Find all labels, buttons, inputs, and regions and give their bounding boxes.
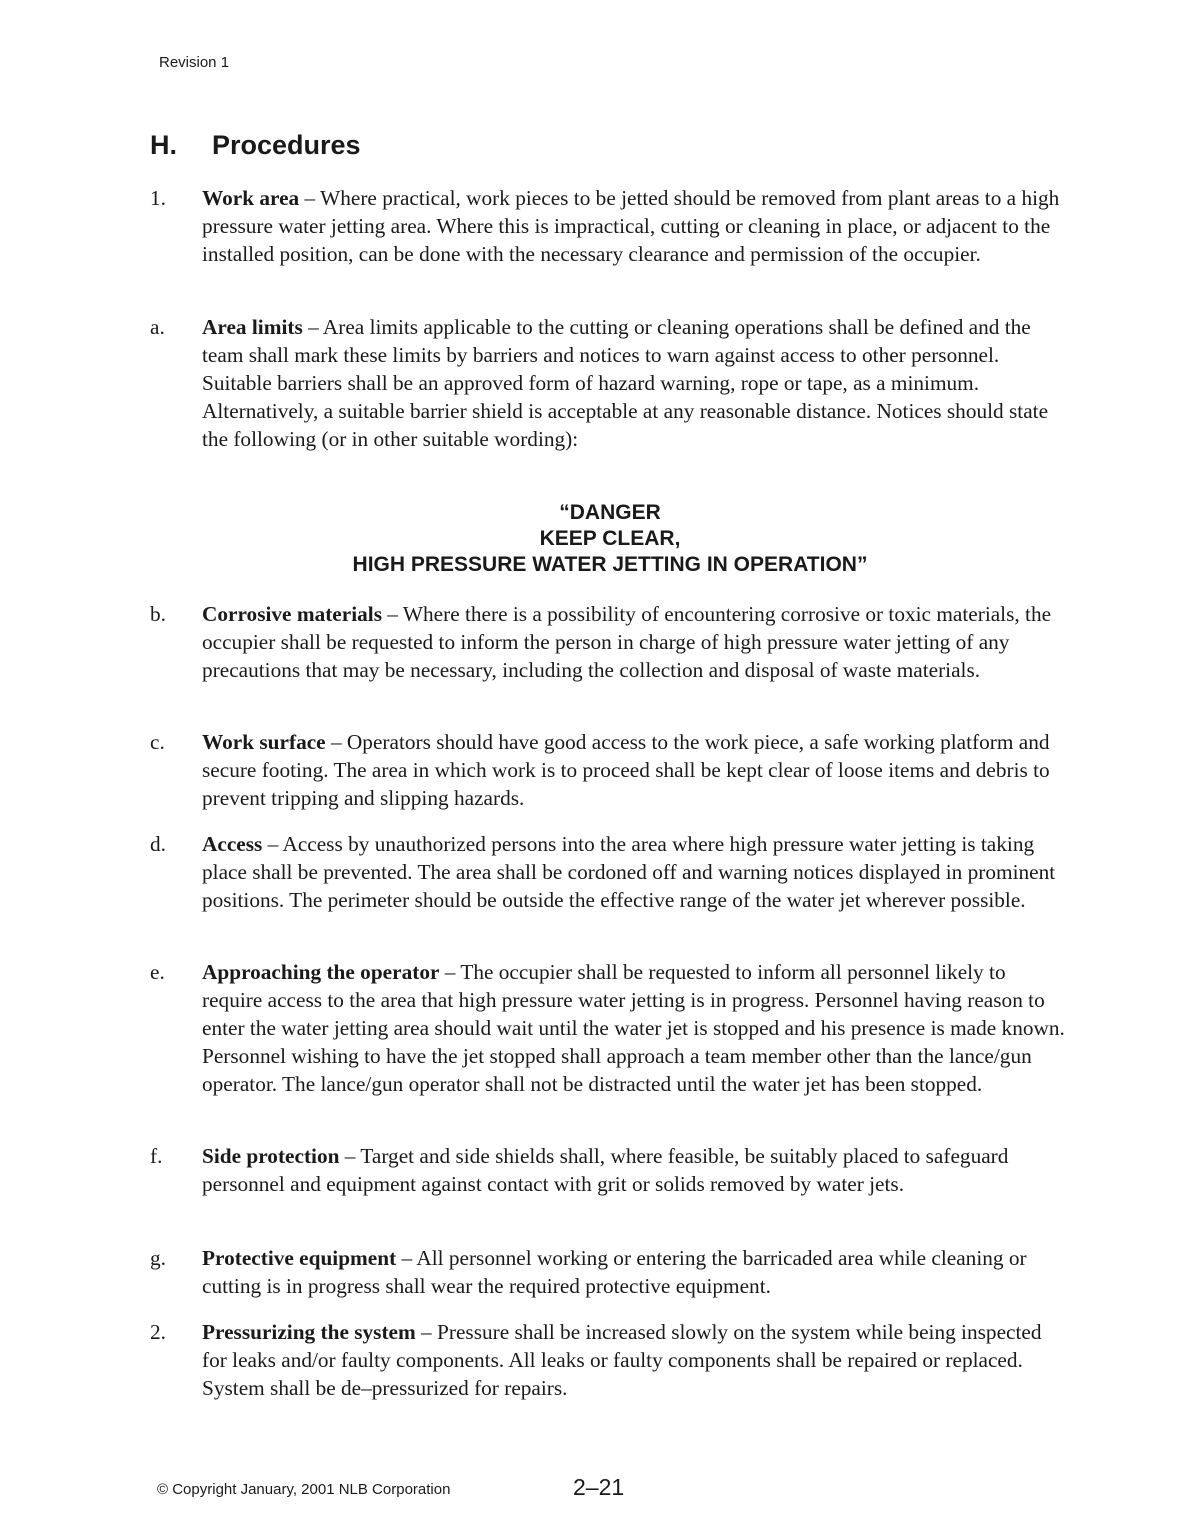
- procedure-item-d: [150, 830, 1070, 914]
- item-text: – The occupier shall be requested to inform all personnel likely to require access to the area that high pressure water jetting is in progress. Personnel having reason to enter the water jetting area should wait until the water jet is stopped and his presence is made known. Personnel wishing to have the jet stopped shall approach a team member other than the lance/gun operator. The lance/gun operator shall not be distracted until the water jet has been stopped.: [202, 960, 1065, 1096]
- item-heading: Corrosive materials: [202, 602, 382, 626]
- item-text: – Where practical, work pieces to be jetted should be removed from plant areas to a high pressure water jetting area. Where this is impractical, cutting or cleaning in place, or adjacent to the installed position, can be done with the necessary clearance and permission of the occupier.: [202, 186, 1060, 266]
- procedure-item-1: [150, 184, 1070, 268]
- item-heading: Access: [202, 832, 263, 856]
- item-marker: d.: [150, 832, 166, 856]
- danger-notice: [150, 500, 1070, 578]
- item-heading: Protective equipment: [202, 1246, 397, 1270]
- item-marker: c.: [150, 730, 165, 754]
- item-marker: e.: [150, 960, 165, 984]
- item-body: [202, 1244, 1070, 1300]
- item-text: – Target and side shields shall, where feasible, be suitably placed to safeguard personnel and equipment against contact with grit or solids removed by water jets.: [202, 1144, 1009, 1196]
- copyright-notice: © Copyright January, 2001 NLB Corporation: [157, 1481, 451, 1498]
- item-text: – Access by unauthorized persons into the area where high pressure water jetting is taking place shall be prevented. The area shall be cordoned off and warning notices displayed in prominent positions. The perimeter should be outside the effective range of the water jet wherever possible.: [202, 832, 1056, 912]
- item-body: [202, 958, 1070, 1098]
- procedure-item-f: [150, 1142, 1070, 1198]
- notice-line-2: KEEP CLEAR,: [539, 527, 681, 550]
- item-body: [202, 830, 1070, 914]
- item-heading: Area limits: [202, 315, 303, 339]
- item-text: – Operators should have good access to the work piece, a safe working platform and secure footing. The area in which work is to proceed shall be kept clear of loose items and debris to prevent tripping and slipping hazards.: [202, 730, 1050, 810]
- item-marker: 2.: [150, 1320, 166, 1344]
- item-body: [202, 728, 1070, 812]
- item-body: [202, 184, 1070, 268]
- item-heading: Work area: [202, 186, 300, 210]
- item-marker: a.: [150, 315, 165, 339]
- item-heading: Work surface: [202, 730, 326, 754]
- item-body: [202, 1142, 1070, 1198]
- revision-label: Revision 1: [159, 54, 230, 71]
- item-text: – Where there is a possibility of encountering corrosive or toxic materials, the occupier shall be requested to inform the person in charge of high pressure water jetting of any precautions that may be necessary, including the collection and disposal of waste materials.: [202, 602, 1052, 682]
- page-number: 2–21: [573, 1474, 625, 1500]
- item-marker: b.: [150, 602, 166, 626]
- item-heading: Side protection: [202, 1144, 340, 1168]
- procedure-item-2: [150, 1318, 1070, 1402]
- item-marker: g.: [150, 1246, 166, 1270]
- item-marker: f.: [150, 1144, 163, 1168]
- item-text: – Pressure shall be increased slowly on the system while being inspected for leaks and/or faulty components. All leaks or faulty components shall be repaired or replaced. System shall be de–pressurized for repairs.: [202, 1320, 1042, 1400]
- section-heading: [150, 130, 361, 161]
- item-marker: 1.: [150, 186, 166, 210]
- procedure-item-c: [150, 728, 1070, 812]
- section-title: Procedures: [212, 130, 361, 160]
- procedure-item-g: [150, 1244, 1070, 1300]
- section-letter: H.: [150, 130, 177, 160]
- item-body: [202, 600, 1070, 684]
- procedure-item-a: [150, 313, 1070, 453]
- item-heading: Approaching the operator: [202, 960, 440, 984]
- item-body: [202, 313, 1070, 453]
- item-text: – All personnel working or entering the barricaded area while cleaning or cutting is in progress shall wear the required protective equipment.: [202, 1246, 1027, 1298]
- item-body: [202, 1318, 1070, 1402]
- procedure-item-e: [150, 958, 1070, 1098]
- notice-line-3: HIGH PRESSURE WATER JETTING IN OPERATION”: [352, 553, 868, 576]
- notice-line-1: “DANGER: [559, 501, 661, 524]
- item-text: – Area limits applicable to the cutting or cleaning operations shall be defined and the team shall mark these limits by barriers and notices to warn against access to other personnel. Suitable barriers shall be an approved form of hazard warning, rope or tape, as a minimum. Alternatively, a suitable barrier shield is acceptable at any reasonable distance. Notices should state the following (or in other suitable wording):: [202, 315, 1049, 451]
- procedure-item-b: [150, 600, 1070, 684]
- item-heading: Pressurizing the system: [202, 1320, 416, 1344]
